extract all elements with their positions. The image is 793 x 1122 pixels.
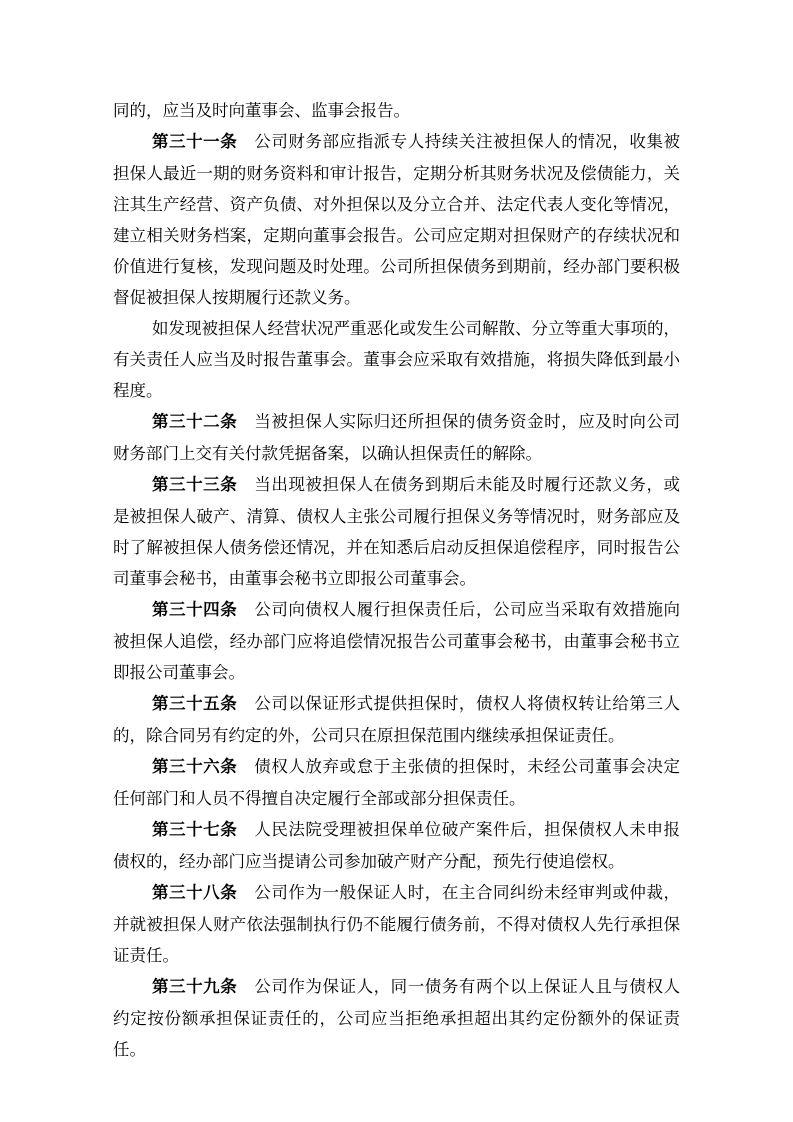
paragraph-text: 人民法院受理被担保单位破产案件后，担保债权人未申报债权的，经办部门应当提请公司参加破产财产分配，预先行使追偿权。: [113, 820, 681, 871]
article-number: 第三十二条: [152, 413, 238, 431]
article-paragraph: [113, 751, 680, 814]
body-paragraph: [113, 313, 680, 406]
paragraph-text: 公司向债权人履行担保责任后，公司应当采取有效措施向被担保人追偿，经办部门应将追偿情况报告公司董事会秘书，由董事会秘书立即报公司董事会。: [113, 600, 681, 682]
article-number: 第三十三条: [152, 476, 238, 494]
document-body: [113, 95, 680, 1065]
article-paragraph: [113, 971, 680, 1065]
paragraph-text: 公司作为保证人，同一债务有两个以上保证人且与债权人约定按份额承担保证责任的，公司应当拒绝承担超出其约定份额外的保证责任。: [113, 977, 681, 1059]
article-number: 第三十九条: [152, 978, 238, 996]
article-number: 第三十七条: [152, 821, 238, 839]
article-number: 第三十一条: [152, 133, 238, 151]
article-paragraph: [113, 877, 680, 971]
paragraph-text: 公司以保证形式提供担保时，债权人将债权转让给第三人的，除合同另有约定的外，公司只在原担保范围内继续承担保证责任。: [113, 694, 681, 745]
paragraph-text: 当被担保人实际归还所担保的债务资金时，应及时向公司财务部门上交有关付款凭据备案，以确认担保责任的解除。: [113, 412, 681, 463]
article-number: 第三十四条: [152, 601, 238, 619]
article-paragraph: [113, 688, 680, 751]
paragraph-text: 当出现被担保人在债务到期后未能及时履行还款义务，或是被担保人破产、清算、债权人主张公司履行担保义务等情况时，财务部应及时了解被担保人债务偿还情况，并在知悉后启动反担保追偿程序，同时报告公司董事会秘书，由董事会秘书立即报公司董事会。: [113, 475, 681, 588]
paragraph-text: 同的，应当及时向董事会、监事会报告。: [113, 101, 410, 120]
article-paragraph: [113, 814, 680, 877]
paragraph-text: 债权人放弃或怠于主张债的担保时，未经公司董事会决定任何部门和人员不得擅自决定履行全部或部分担保责任。: [113, 757, 681, 808]
article-paragraph: [113, 594, 680, 688]
article-paragraph: [113, 126, 680, 313]
paragraph-text: 公司作为一般保证人时，在主合同纠纷未经审判或仲裁，并就被担保人财产依法强制执行仍不能履行债务前，不得对债权人先行承担保证责任。: [113, 883, 681, 965]
paragraph-text: 如发现被担保人经营状况严重恶化或发生公司解散、分立等重大事项的，有关责任人应当及时报告董事会。董事会应采取有效措施，将损失降低到最小程度。: [113, 319, 680, 400]
article-number: 第三十五条: [152, 695, 238, 713]
body-paragraph: [113, 95, 680, 126]
paragraph-text: 公司财务部应指派专人持续关注被担保人的情况，收集被担保人最近一期的财务资料和审计报告，定期分析其财务状况及偿债能力，关注其生产经营、资产负债、对外担保以及分立合并、法定代表人变化等情况，建立相关财务档案，定期向董事会报告。公司应定期对担保财产的存续状况和价值进行复核，发现问题及时处理。公司所担保债务到期前，经办部门要积极督促被担保人按期履行还款义务。: [113, 132, 681, 307]
article-paragraph: [113, 469, 680, 594]
article-paragraph: [113, 406, 680, 469]
article-number: 第三十六条: [152, 758, 238, 776]
article-number: 第三十八条: [152, 884, 238, 902]
